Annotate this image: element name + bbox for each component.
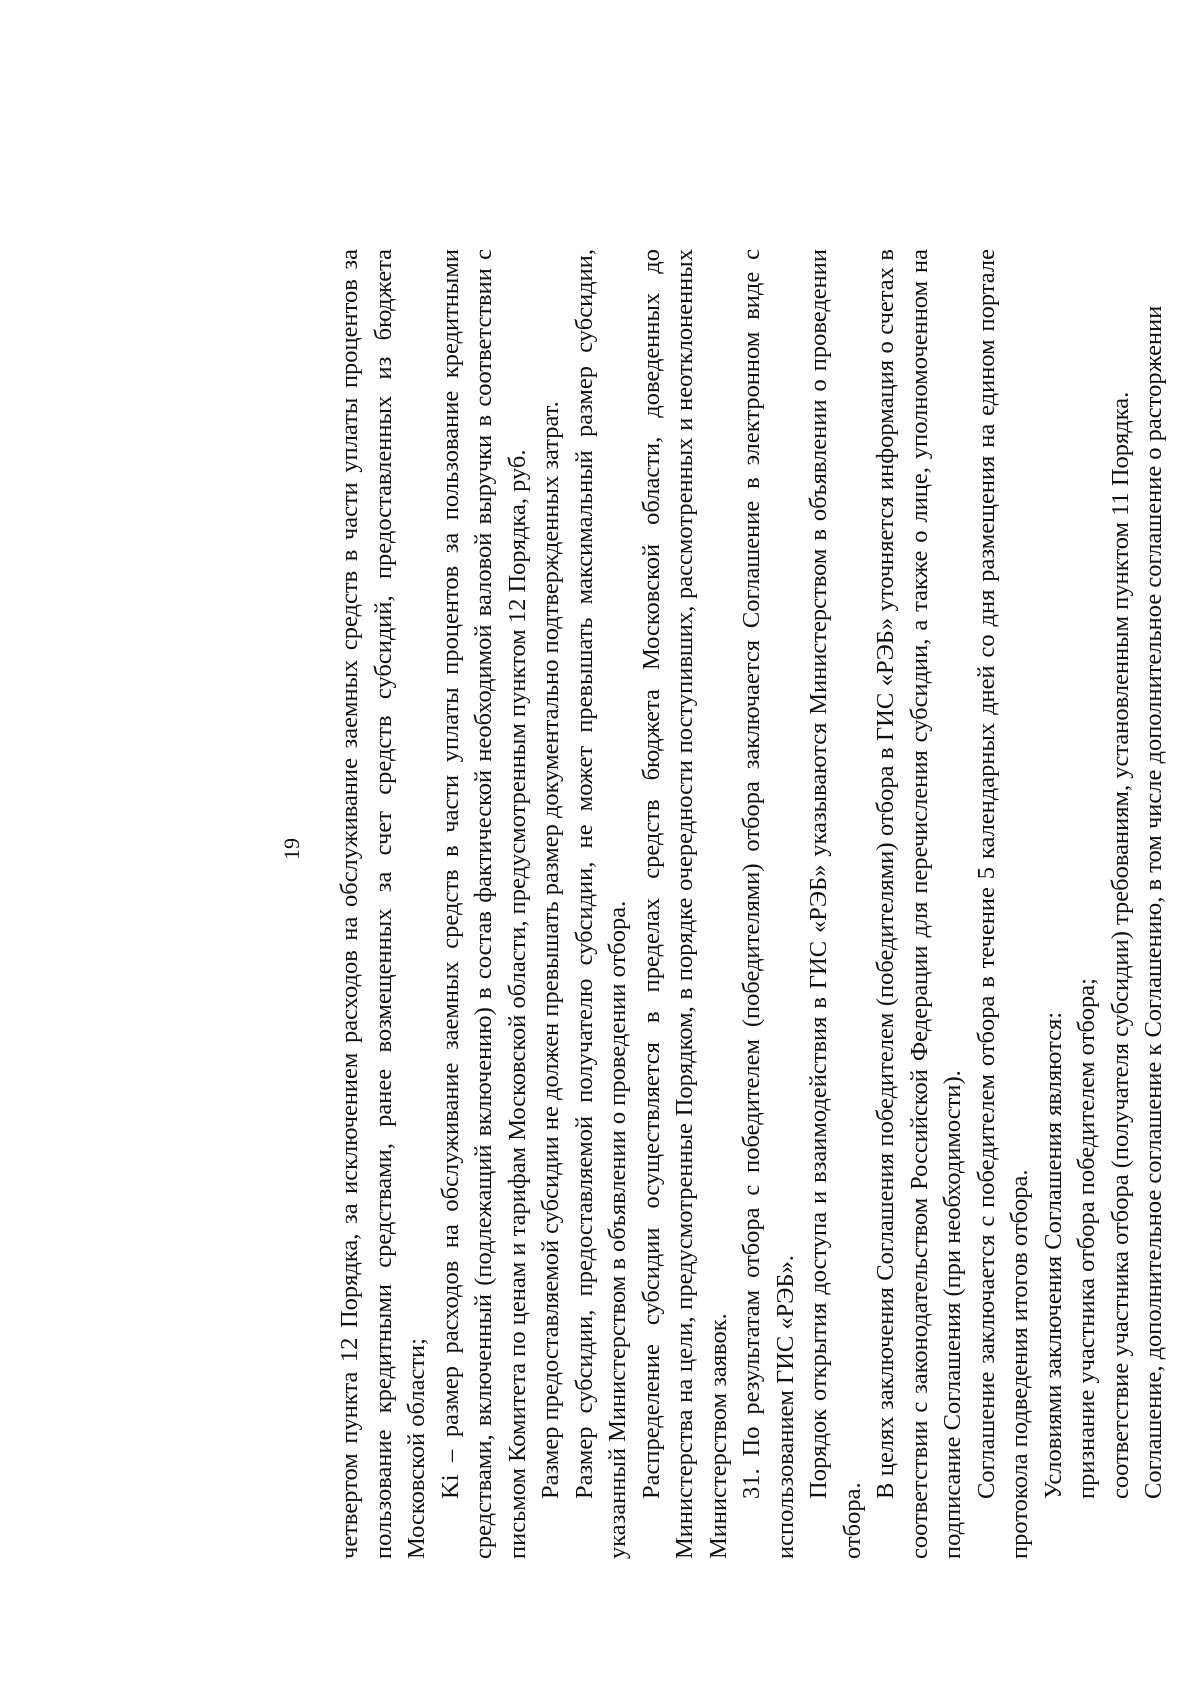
paragraph-subsidy-limit: Размер предоставляемой субсидии не должен превышать размер документально подтвержденных затрат. xyxy=(537,401,564,1499)
paragraph-ki-definition: Ki – размер расходов на обслуживание заемных средств в части уплаты процентов за пользование кредитными средствами, включенный (подлежащий включению) в состав фактической необходимой валовой выручки в соответствии с письмом Комитета по ценам и тарифам Московской области, предусмотренным пунктом 12 Порядка, руб. xyxy=(436,249,531,1559)
paragraph-access-order: Порядок открытия доступа и взаимодействия в ГИС «РЭБ» указываются Министерством в объявлении о проведении отбора. xyxy=(805,249,866,1559)
page-number: 19 xyxy=(279,838,304,860)
document-text xyxy=(333,249,1171,1559)
paragraph-subsidy-max: Размер субсидии, предоставляемой получателю субсидии, не может превышать максимальный размер субсидии, указанный Министерством в объявлении о проведении отбора. xyxy=(570,249,631,1559)
list-item: признание участника отбора победителем отбора; xyxy=(1073,978,1100,1499)
paragraph-clause-31: 31. По результатам отбора с победителем (победителями) отбора заключается Соглашение в электронном виде с использованием ГИС «РЭБ». xyxy=(738,249,799,1559)
paragraph-account-info: В целях заключения Соглашения победителем (победителями) отбора в ГИС «РЭБ» уточняется информация о счетах в соответствии с законодательством Российской Федерации для перечисления субсидии, а также о лице, уполномоченном на подписание Соглашения (при необходимости). xyxy=(872,249,966,1559)
list-item: соответствие участника отбора (получателя субсидии) требованиям, установленным пунктом 11 Порядка. xyxy=(1106,391,1134,1499)
document-page xyxy=(275,99,1200,1599)
paragraph-continuation: четвертом пункта 12 Порядка, за исключением расходов на обслуживание заемных средств в части уплаты процентов за пользование кредитными средствами, ранее возмещенных за счет средств субсидий, предоставленных из бюджета Московской области; xyxy=(336,249,430,1559)
paragraph-conditions-heading: Условиями заключения Соглашения являются: xyxy=(1039,1011,1067,1499)
paragraph-additional-agreement: Соглашение, дополнительное соглашение к Соглашению, в том числе дополнительное соглашение о расторжении xyxy=(1140,305,1167,1499)
paragraph-agreement-term: Соглашение заключается с победителем отбора в течение 5 календарных дней со дня размещения на едином портале протокола подведения итогов отбора. xyxy=(972,249,1033,1559)
paragraph-distribution: Распределение субсидии осуществляется в пределах средств бюджета Московской области, доведенных до Министерства на цели, предусмотренные Порядком, в порядке очередности поступивших, рассмотренных и неотклоненных Министерством заявок. xyxy=(637,249,732,1559)
